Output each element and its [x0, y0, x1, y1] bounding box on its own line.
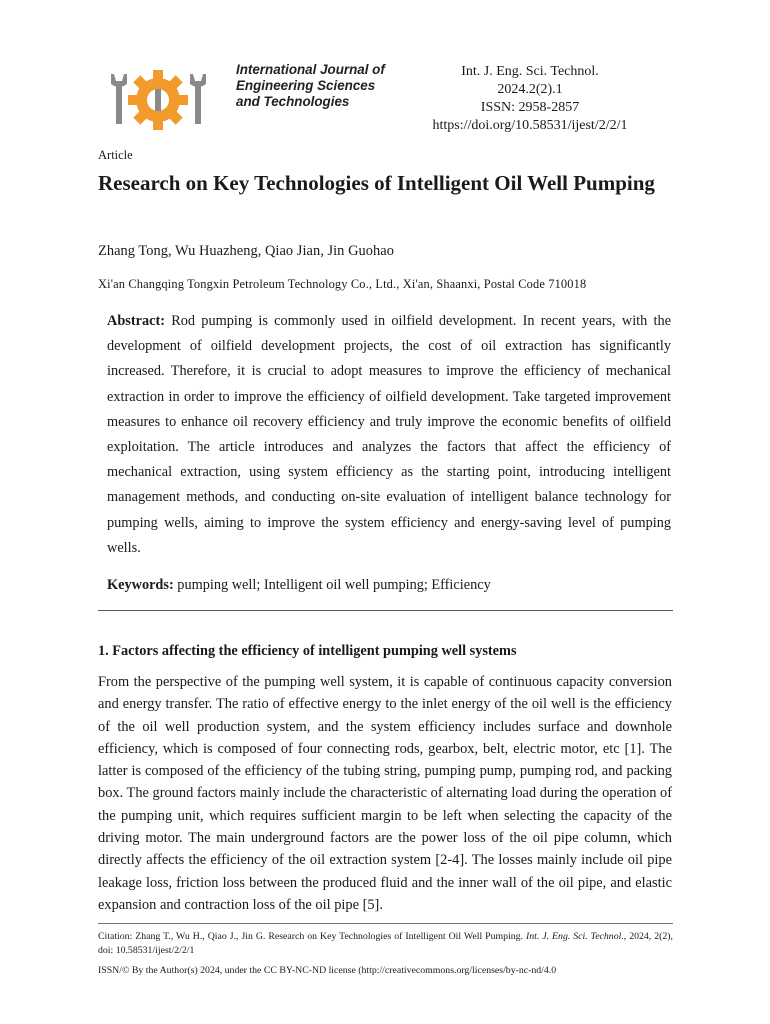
author-list: Zhang Tong, Wu Huazheng, Qiao Jian, Jin Guohao — [98, 243, 394, 259]
issn: ISSN: 2958-2857 — [480, 100, 580, 115]
journal-name — [236, 62, 426, 110]
journal-name-line: International Journal of — [236, 62, 385, 77]
affiliation: Xi'an Changqing Tongxin Petroleum Technology Co., Ltd., Xi'an, Shaanxi, Postal Code 710018 — [98, 277, 587, 291]
citation-journal: Int. J. Eng. Sci. Technol. — [525, 931, 624, 942]
journal-abbreviation: Int. J. Eng. Sci. Technol. — [461, 64, 599, 79]
issue-number: 2024.2(2).1 — [497, 82, 563, 97]
wrench-icon — [111, 74, 127, 124]
article-title: Research on Key Technologies of Intelligent Oil Well Pumping — [98, 171, 655, 195]
journal-logo — [110, 66, 210, 132]
citation-suffix: , 2024, 2(2), doi: 10.58531/ijest/2/2/1 — [98, 931, 674, 956]
keywords-text: pumping well; Intelligent oil well pumping; Efficiency — [177, 577, 491, 593]
journal-name-line: Engineering Sciences — [236, 78, 376, 93]
abstract — [107, 309, 671, 561]
screwdriver-icon — [190, 74, 206, 124]
keywords — [107, 577, 491, 594]
body-paragraph: From the perspective of the pumping well system, it is capable of continuous capacity conversion and energy transfer. The ratio of effective energy to the inlet energy of the oil well is the efficiency of the oil well production system, and the system efficiency includes surface and downhole efficiency, which is composed of four connecting rods, gearbox, belt, electric motor, etc [1]. The latter is composed of the efficiency of the tubing string, pumping pump, pumping rod, and packing box. The ground factors mainly include the characteristic of alternating load during the operation of the pumping unit, which requires sufficient margin to be left when selecting the capacity of the driving motor. The main underground factors are the power loss of the oil pipe column, which directly affects the efficiency of the oil extraction system [2-4]. The losses mainly include oil pipe leakage loss, friction loss between the produced fluid and the inner wall of the oil pipe, and elastic expansion and contraction loss of the oil pipe [5]. — [98, 674, 672, 913]
section-divider — [98, 610, 673, 611]
keywords-label: Keywords: — [107, 577, 174, 593]
abstract-label: Abstract: — [107, 313, 165, 329]
journal-info — [400, 63, 660, 135]
abstract-text: Rod pumping is commonly used in oilfield development. In recent years, with the development of oilfield development projects, the cost of oil extraction has significantly increased. Therefore, it is crucial to adopt measures to improve the efficiency of mechanical extraction in order to improve the efficiency of oilfield development. Take targeted improvement measures to enhance oil recovery efficiency and truly improve the economic benefits of oilfield exploitation. The article introduces and analyzes the factors that affect the efficiency of mechanical extraction, using system efficiency as the starting point, introducing intelligent management methods, and conducting on-site evaluation of intelligent balance technology for pumping wells, aiming to improve the system efficiency and energy-saving level of pumping wells. — [107, 313, 672, 556]
footnote-divider — [98, 923, 673, 924]
gear-wrench-icon — [110, 66, 210, 132]
doi-link[interactable]: https://doi.org/10.58531/ijest/2/2/1 — [432, 118, 628, 133]
journal-name-line: and Technologies — [236, 94, 350, 109]
article-type: Article — [98, 148, 133, 162]
citation-prefix: Citation: Zhang T., Wu H., Qiao J., Jin G. Research on Key Technologies of Intelligent Oil Well Pumping. — [98, 931, 526, 942]
license-notice: ISSN/© By the Author(s) 2024, under the CC BY-NC-ND license (http://creativecommons.org/licenses/by-nc-nd/4.0 — [98, 965, 557, 976]
section-heading: 1. Factors affecting the efficiency of intelligent pumping well systems — [98, 643, 517, 659]
citation — [98, 930, 673, 958]
gear-icon — [128, 70, 188, 130]
